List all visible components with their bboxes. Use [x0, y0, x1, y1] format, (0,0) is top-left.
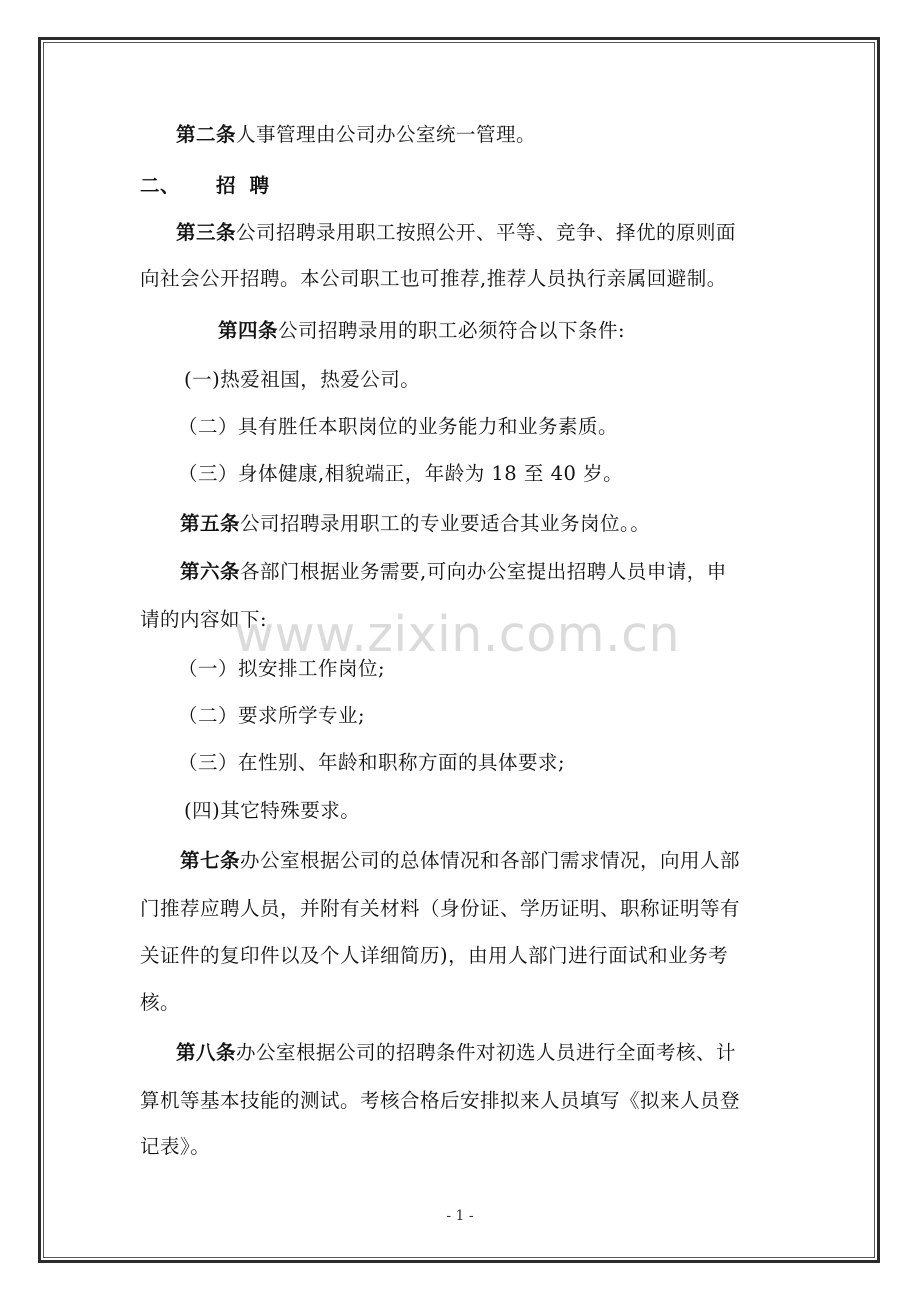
article-label: 第二条	[176, 123, 237, 146]
article-text: 公司招聘录用职工按照公开、平等、竞争、择优的原则面	[236, 221, 737, 244]
section-heading	[140, 173, 283, 199]
section-title: 招聘	[216, 174, 284, 197]
article-text: 公司招聘录用的职工必须符合以下条件:	[278, 319, 626, 342]
article-4	[218, 318, 625, 344]
text-line: 记表》。	[140, 1135, 211, 1158]
article-text: 办公室根据公司的招聘条件对初选人员进行全面考核、计	[236, 1041, 737, 1064]
article-label: 第四条	[218, 319, 279, 342]
watermark: www.zixin.com.cn	[234, 606, 681, 663]
text-line: 请的内容如下:	[140, 608, 268, 631]
section-number: 二、	[140, 174, 181, 197]
article-6	[180, 559, 727, 585]
article-text: 公司招聘录用职工的专业要适合其业务岗位。。	[240, 512, 651, 535]
text-line: 关证件的复印件以及个人详细简历)，由用人部门进行面试和业务考	[140, 944, 729, 967]
article-3	[176, 220, 736, 246]
article-text: 各部门根据业务需要,可向办公室提出招聘人员申请，申	[240, 560, 727, 583]
text-line: 核。	[140, 991, 181, 1014]
list-item: （一）拟安排工作岗位;	[178, 657, 386, 680]
list-item: （三）身体健康,相貌端正，年龄为 18 至 40 岁。	[178, 462, 624, 485]
list-item: （三）在性别、年龄和职称方面的具体要求;	[178, 751, 566, 774]
text-line: 算机等基本技能的测试。考核合格后安排拟来人员填写《拟来人员登	[140, 1089, 741, 1112]
list-item: (一)热爱祖国，热爱公司。	[184, 368, 421, 391]
list-item: （二）具有胜任本职岗位的业务能力和业务素质。	[178, 415, 619, 438]
article-text: 人事管理由公司办公室统一管理。	[236, 123, 537, 146]
article-5	[180, 511, 650, 537]
article-8	[176, 1040, 736, 1066]
text-line: 向社会公开招聘。本公司职工也可推荐,推荐人员执行亲属回避制。	[140, 267, 727, 290]
article-text: 办公室根据公司的总体情况和各部门需求情况，向用人部	[240, 849, 741, 872]
article-label: 第八条	[176, 1041, 237, 1064]
article-label: 第五条	[180, 512, 241, 535]
article-label: 第三条	[176, 221, 237, 244]
list-item: (四)其它特殊要求。	[184, 799, 361, 822]
article-label: 第七条	[180, 849, 241, 872]
article-7	[180, 848, 740, 874]
article-2	[176, 122, 536, 148]
article-label: 第六条	[180, 560, 241, 583]
text-line: 门推荐应聘人员，并附有关材料（身份证、学历证明、职称证明等有	[140, 897, 741, 920]
page-number: - 1 -	[446, 1208, 474, 1224]
list-item: （二）要求所学专业;	[178, 704, 366, 727]
